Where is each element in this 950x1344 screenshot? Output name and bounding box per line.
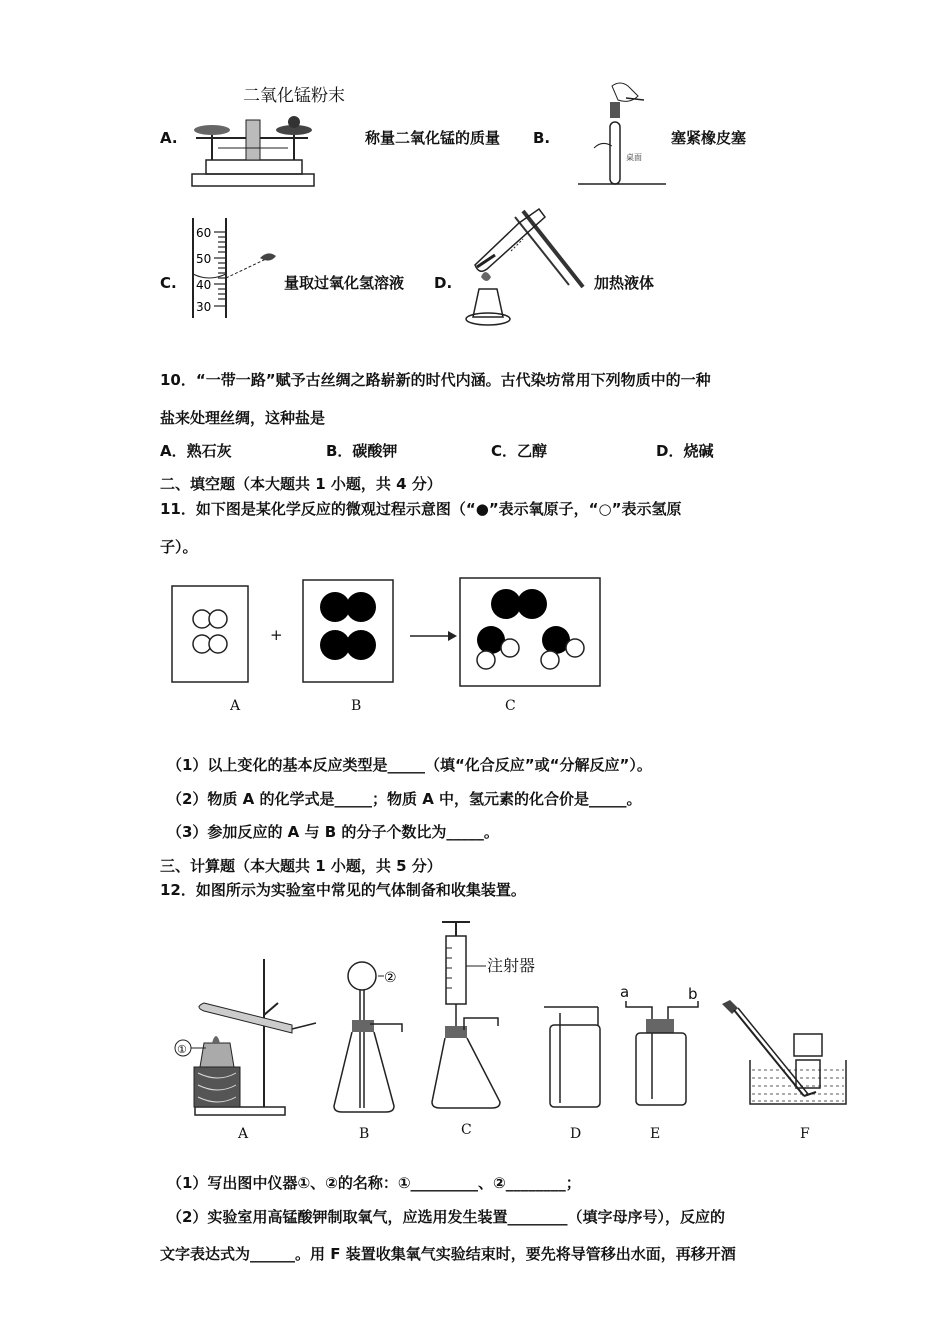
q11-sub2: （2）物质 A 的化学式是_____；物质 A 中，氢元素的化合价是_____。 [167, 790, 642, 808]
balance-illustration [188, 108, 318, 188]
box-label-c: C [505, 698, 516, 714]
q10-option-a: A．熟石灰 [160, 442, 232, 460]
apparatus-label-f: F [800, 1126, 810, 1142]
tick-label: 30 [196, 300, 212, 314]
q11-stem-line2: 子）。 [160, 538, 198, 556]
section3-title: 三、计算题（本大题共 1 小题，共 5 分） [160, 857, 442, 875]
apparatus-c [430, 918, 510, 1113]
apparatus-label-d: D [570, 1126, 582, 1142]
q11-sub3: （3）参加反应的 A 与 B 的分子个数比为_____。 [167, 823, 499, 841]
q10-option-c: C．乙醇 [491, 442, 548, 460]
molecule-box-c [460, 578, 600, 686]
option-d-letter: D. [434, 274, 453, 292]
option-a-letter: A. [160, 129, 178, 147]
pipe-label-a: a [620, 983, 630, 1001]
box-label-a: A [230, 698, 241, 714]
apparatus-label-b: B [359, 1126, 370, 1142]
q10-stem-line1: 10．“一带一路”赋予古丝绸之路崭新的时代内涵。古代染坊常用下列物质中的一种 [160, 371, 711, 389]
molecule-box-b [303, 580, 393, 682]
graduated-cylinder-illustration [190, 218, 285, 322]
section2-title: 二、填空题（本大题共 1 小题，共 4 分） [160, 475, 442, 493]
option-b-caption: 塞紧橡皮塞 [671, 129, 747, 147]
box-label-b: B [351, 698, 362, 714]
q11-sub1: （1）以上变化的基本反应类型是_____（填“化合反应”或“分解反应”）。 [167, 756, 652, 774]
apparatus-f [718, 998, 853, 1113]
desk-label: 桌面 [626, 153, 642, 162]
apparatus-b [330, 958, 410, 1118]
apparatus-label-c: C [461, 1122, 472, 1138]
q12-sub3: 文字表达式为______。用 F 装置收集氧气实验结束时，要先将导管移出水面，再移开酒 [160, 1245, 736, 1263]
q12-stem: 12．如图所示为实验室中常见的气体制备和收集装置。 [160, 881, 526, 899]
plus-sign: + [270, 626, 283, 644]
mark-1: ① [177, 1043, 187, 1056]
apparatus-label-e: E [650, 1126, 661, 1142]
q12-sub2: （2）实验室用高锰酸钾制取氧气，应选用发生装置________（填字母序号），反应的 [167, 1208, 725, 1226]
q10-option-b: B．碳酸钾 [326, 442, 398, 460]
apparatus-d [540, 1005, 605, 1110]
tick-label: 50 [196, 252, 212, 266]
q12-sub1: （1）写出图中仪器①、②的名称：①_________、②________； [167, 1174, 581, 1192]
manganese-dioxide-label: 二氧化锰粉末 [243, 86, 345, 106]
apparatus-e [620, 995, 705, 1110]
apparatus-label-a: A [238, 1126, 249, 1142]
option-c-letter: C. [160, 274, 177, 292]
syringe-label: 注射器 [487, 956, 536, 975]
q11-stem-line1: 11．如下图是某化学反应的微观过程示意图（“●”表示氧原子，“○”表示氢原 [160, 500, 682, 518]
apparatus-a [160, 955, 320, 1120]
option-c-caption: 量取过氧化氢溶液 [284, 274, 405, 292]
heating-liquid-illustration [465, 205, 590, 330]
option-a-caption: 称量二氧化锰的质量 [365, 129, 501, 147]
molecule-box-a [172, 586, 248, 682]
pipe-label-b: b [688, 985, 698, 1003]
reaction-arrow [410, 630, 458, 642]
q10-stem-line2: 盐来处理丝绸，这种盐是 [160, 409, 326, 427]
stopper-illustration [578, 78, 668, 190]
mark-2: ② [384, 970, 397, 986]
option-b-letter: B. [533, 129, 551, 147]
tick-label: 40 [196, 278, 212, 292]
option-d-caption: 加热液体 [594, 274, 655, 292]
tick-label: 60 [196, 226, 212, 240]
q10-option-d: D．烧碱 [656, 442, 714, 460]
